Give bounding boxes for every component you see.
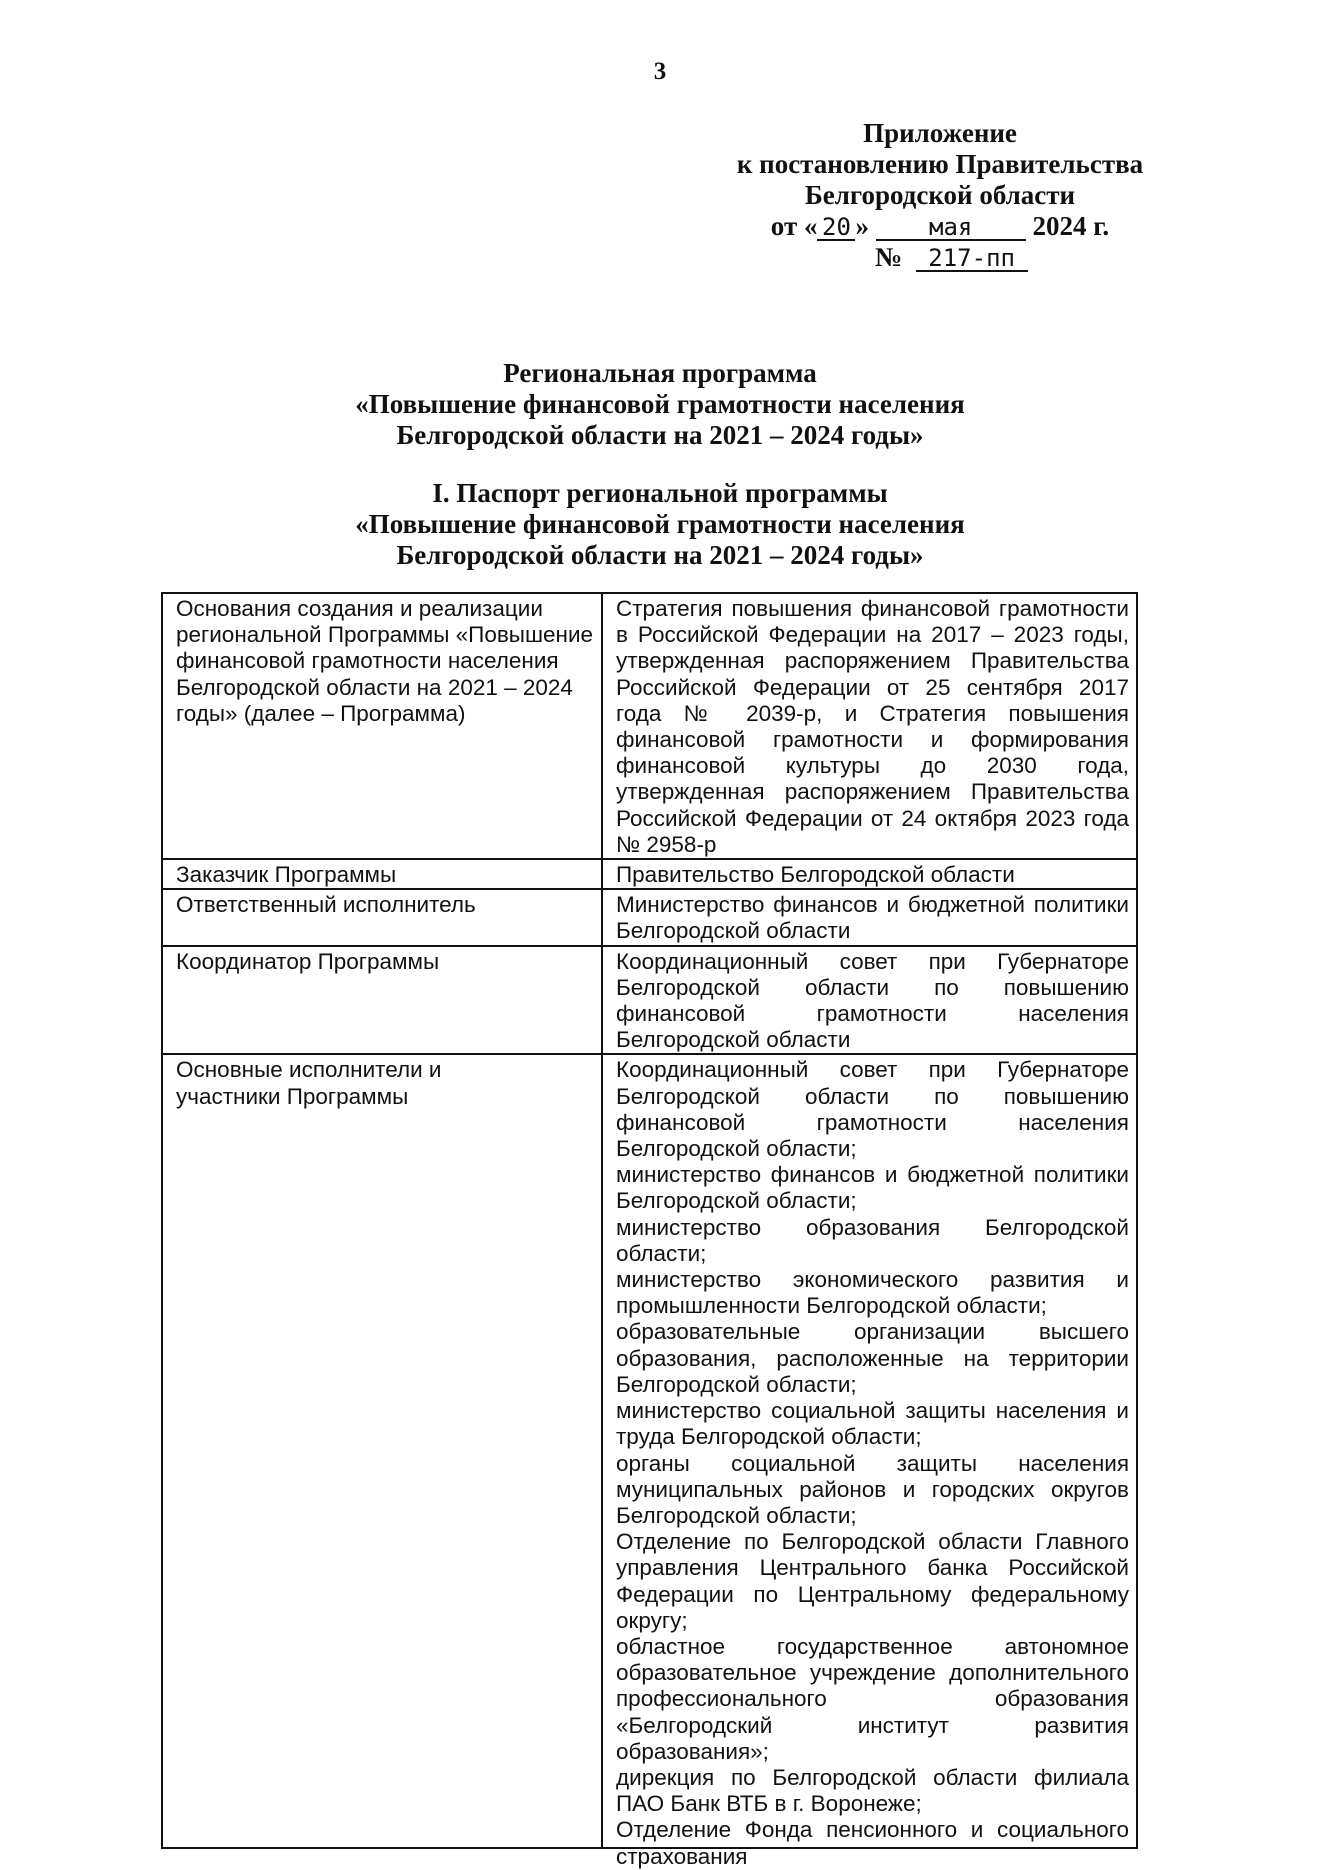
section-title	[0, 478, 1320, 571]
list-item: областное государственное автономное образовательное учреждение дополнительного профессионального образования «Белгородский институт развития образования»;	[616, 1633, 1129, 1764]
date-prefix: от «	[770, 211, 818, 241]
page-number: 3	[653, 58, 667, 85]
row-value: Министерство финансов и бюджетной политики Белгородской области	[602, 889, 1137, 945]
row-label: Основные исполнители и участники Программы	[162, 1054, 602, 1848]
table-row	[162, 889, 1137, 945]
list-item: министерство социальной защиты населения и труда Белгородской области;	[616, 1398, 1129, 1450]
program-title-line: Региональная программа	[503, 358, 817, 388]
program-title	[0, 358, 1320, 451]
annex-resolution-line: к постановлению Правительства	[736, 149, 1144, 179]
passport-table	[161, 592, 1138, 1869]
date-month: мая	[876, 215, 1026, 241]
number-prefix: №	[875, 242, 903, 272]
program-title-line: Белгородской области на 2021 – 2024 годы»	[396, 420, 924, 450]
list-item: министерство образования Белгородской области;	[616, 1214, 1129, 1266]
row-label: Заказчик Программы	[162, 859, 602, 889]
date-mid: »	[855, 211, 869, 241]
list-item: органы социальной защиты населения муниципальных районов и городских округов Белгородской области;	[616, 1450, 1129, 1528]
table-row	[162, 946, 1137, 1055]
date-year: 2024 г.	[1032, 211, 1110, 241]
list-item: Отделение по Белгородской области Главного управления Центрального банка Российской Федерации по Центральному федеральному округу;	[616, 1529, 1129, 1633]
list-item: Отделение Фонда пенсионного и социального страхования	[616, 1817, 1129, 1869]
annex-header	[715, 118, 1165, 273]
number-value: 217-пп	[916, 246, 1028, 272]
section-title-line: I. Паспорт региональной программы	[432, 478, 888, 508]
list-item: Координационный совет при Губернаторе Белгородской области по повышению финансовой грамотности населения Белгородской области;	[616, 1057, 1129, 1162]
list-item: дирекция по Белгородской области филиала ПАО Банк ВТБ в г. Воронеже;	[616, 1764, 1129, 1817]
program-title-line: «Повышение финансовой грамотности населения	[355, 389, 965, 419]
list-item: образовательные организации высшего образования, расположенные на территории Белгородской области;	[616, 1319, 1129, 1397]
row-label: Основания создания и реализации региональной Программы «Повышение финансовой грамотности населения Белгородской области на 2021 – 2024 годы» (далее – Программа)	[162, 593, 602, 859]
row-label: Ответственный исполнитель	[162, 889, 602, 945]
row-label: Координатор Программы	[162, 946, 602, 1055]
annex-title: Приложение	[863, 118, 1017, 148]
table-row	[162, 593, 1137, 859]
row-value: Правительство Белгородской области	[602, 859, 1137, 889]
participants-list	[602, 1054, 1137, 1869]
annex-region-line: Белгородской области	[804, 180, 1076, 210]
table-row	[162, 1054, 1137, 1848]
list-item: министерство финансов и бюджетной политики Белгородской области;	[616, 1162, 1129, 1214]
date-day: 20	[817, 215, 855, 241]
list-item: министерство экономического развития и промышленности Белгородской области;	[616, 1267, 1129, 1319]
section-title-line: «Повышение финансовой грамотности населения	[355, 509, 965, 539]
annex-date-line	[715, 211, 1165, 242]
annex-number-line	[875, 242, 1165, 273]
section-title-line: Белгородской области на 2021 – 2024 годы»	[396, 540, 924, 570]
table-row	[162, 859, 1137, 889]
row-value: Координационный совет при Губернаторе Белгородской области по повышению финансовой грамотности населения Белгородской области	[602, 946, 1137, 1055]
row-value: Стратегия повышения финансовой грамотности в Российской Федерации на 2017 – 2023 годы, утвержденная распоряжением Правительства Российской Федерации от 25 сентября 2017 года № 2039-р, и Стратегия повышения финансовой грамотности и формирования финансовой культуры до 2030 года, утвержденная распоряжением Правительства Российской Федерации от 24 октября 2023 года № 2958-р	[602, 593, 1137, 859]
